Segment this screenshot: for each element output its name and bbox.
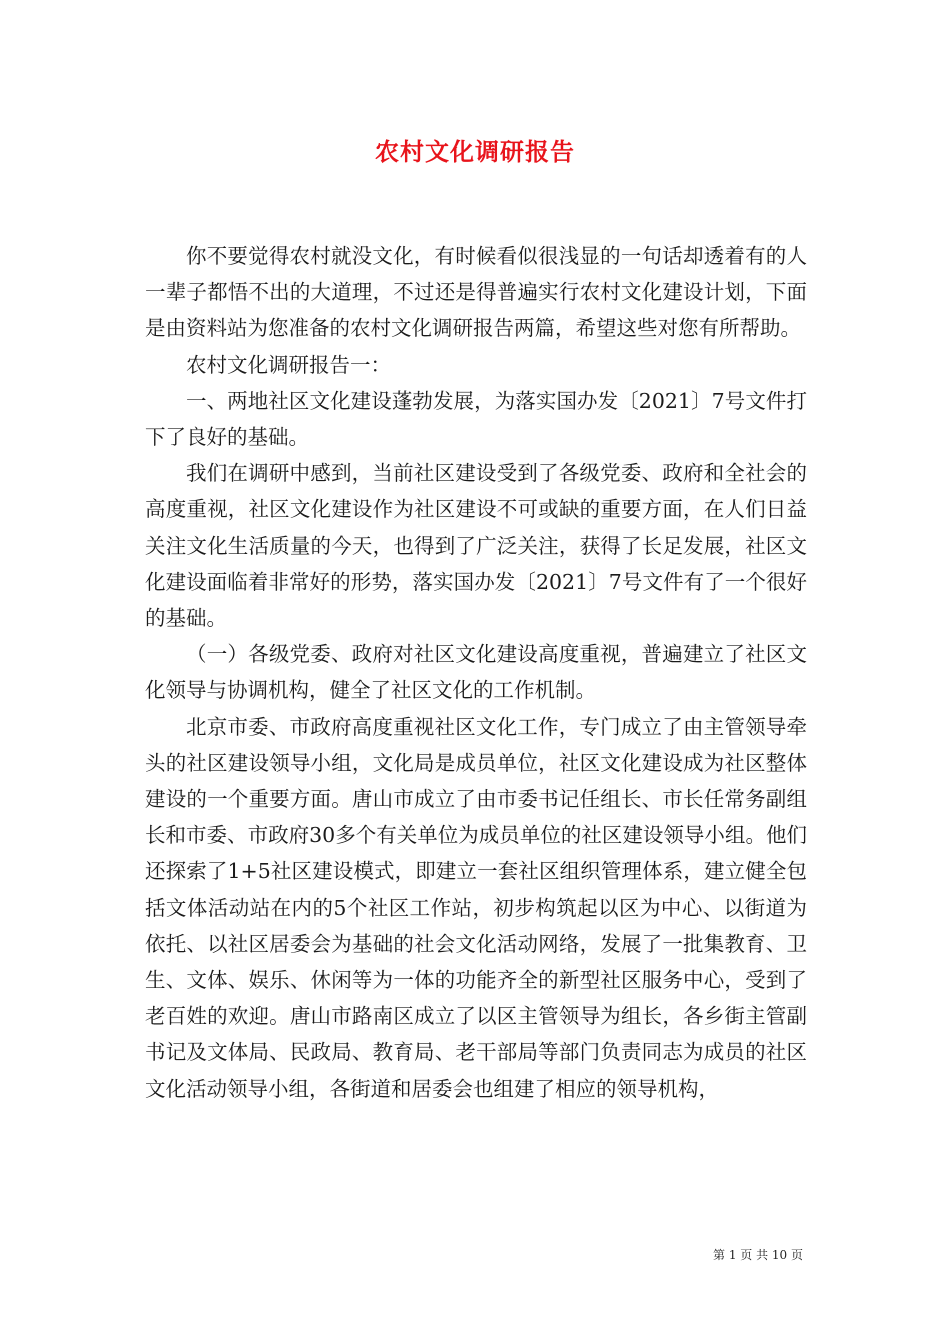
paragraph-subsection-one: （一）各级党委、政府对社区文化建设高度重视，普遍建立了社区文化领导与协调机构，健全了社区文化的工作机制。 [145,642,807,703]
document-title: 农村文化调研报告 [375,137,575,166]
document-body [145,238,807,1107]
paragraph-intro: 你不要觉得农村就没文化，有时候看似很浅显的一句话却透着有的人一辈子都悟不出的大道理，不过还是得普遍实行农村文化建设计划，下面是由资料站为您准备的农村文化调研报告两篇，希望这些对您有所帮助。 [145,244,807,341]
paragraph-survey-findings: 我们在调研中感到，当前社区建设受到了各级党委、政府和全社会的高度重视，社区文化建设作为社区建设不可或缺的重要方面，在人们日益关注文化生活质量的今天，也得到了广泛关注，获得了长足发展，社区文化建设面临着非常好的形势，落实国办发〔2021〕7号文件有了一个很好的基础。 [145,461,807,631]
page-number: 第 1 页 共 10 页 [713,1248,803,1262]
paragraph-beijing-tangshan: 北京市委、市政府高度重视社区文化工作，专门成立了由主管领导牵头的社区建设领导小组，文化局是成员单位，社区文化建设成为社区整体建设的一个重要方面。唐山市成立了由市委书记任组长、市长任常务副组长和市委、市政府30多个有关单位为成员单位的社区建设领导小组。他们还探索了1+5社区建设模式，即建立一套社区组织管理体系，建立健全包括文体活动站在内的5个社区工作站，初步构筑起以区为中心、以街道为依托、以社区居委会为基础的社会文化活动网络，发展了一批集教育、卫生、文体、娱乐、休闲等为一体的功能齐全的新型社区服务中心，受到了老百姓的欢迎。唐山市路南区成立了以区主管领导为组长，各乡街主管副书记及文体局、民政局、教育局、老干部局等部门负责同志为成员的社区文化活动领导小组，各街道和居委会也组建了相应的领导机构， [145,714,807,1101]
paragraph-report-one-heading: 农村文化调研报告一： [186,352,391,377]
paragraph-section-one: 一、两地社区文化建设蓬勃发展，为落实国办发〔2021〕7号文件打下了良好的基础。 [145,388,807,450]
